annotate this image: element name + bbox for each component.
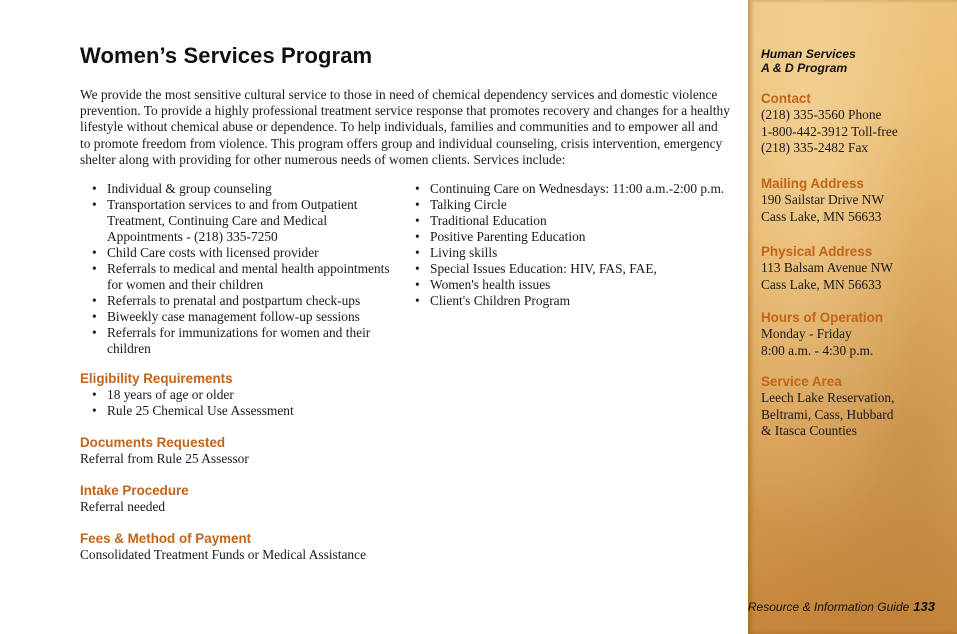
list-item: • 18 years of age or older — [80, 387, 680, 403]
list-item: • Client's Children Program — [403, 293, 743, 309]
services-list-right — [403, 181, 743, 309]
physical-address-section — [761, 244, 951, 293]
list-item: • Positive Parenting Education — [403, 229, 743, 245]
services-list-left — [80, 181, 400, 357]
page-number: 133 — [913, 599, 935, 614]
intake-heading: Intake Procedure — [80, 483, 189, 498]
list-item: • Child Care costs with licensed provider — [80, 245, 400, 261]
documents-heading: Documents Requested — [80, 435, 226, 450]
eligibility-list — [80, 387, 680, 419]
list-item: • Referrals to medical and mental health appointments for women and their children — [80, 261, 400, 293]
intro-paragraph: We provide the most sensitive cultural service to those in need of chemical dependency services and domestic violence prevention. To provide a highly professional treatment service response that promotes recovery and changes for a healthy lifestyle without chemical abuse or dependence. To help individuals, families and communities and to empower all and to promote freedom from violence. This program offers group and individual counseling, crisis intervention, emergency shelter along with providing for other numerous needs of women clients. Services include: — [80, 87, 730, 167]
list-item: • Individual & group counseling — [80, 181, 400, 197]
mailing-heading: Mailing Address — [761, 176, 864, 191]
physical-line: Cass Lake, MN 56633 — [761, 276, 882, 292]
page-title: Women’s Services Program — [80, 43, 373, 68]
sidebar-panel — [748, 0, 957, 634]
fees-text: Consolidated Treatment Funds or Medical Assistance — [80, 547, 367, 562]
hours-line: Monday - Friday — [761, 326, 852, 341]
service-area-line: & Itasca Counties — [761, 423, 857, 438]
list-item: • Referrals to prenatal and postpartum check-ups — [80, 293, 400, 309]
intake-section — [80, 483, 680, 515]
mailing-address-section — [761, 176, 951, 225]
hours-section — [761, 310, 951, 359]
list-item: • Rule 25 Chemical Use Assessment — [80, 403, 680, 419]
contact-section — [761, 91, 951, 157]
physical-heading: Physical Address — [761, 244, 873, 259]
contact-phone: (218) 335-3560 Phone — [761, 107, 882, 122]
sidebar-header — [761, 47, 856, 75]
intake-text: Referral needed — [80, 499, 166, 514]
contact-fax: (218) 335-2482 Fax — [761, 140, 869, 155]
list-item: • Special Issues Education: HIV, FAS, FAE, — [403, 261, 743, 277]
list-item: • Continuing Care on Wednesdays: 11:00 a.m.-2:00 p.m. — [403, 181, 743, 197]
list-item: • Living skills — [403, 245, 743, 261]
list-item: • Women's health issues — [403, 277, 743, 293]
mailing-line: 190 Sailstar Drive NW — [761, 192, 885, 207]
service-area-line: Leech Lake Reservation, — [761, 390, 895, 405]
fees-section — [80, 531, 680, 563]
mailing-line: Cass Lake, MN 56633 — [761, 208, 882, 224]
list-item: • Transportation services to and from Outpatient Treatment, Continuing Care and Medical Appointments - (218) 335-7250 — [80, 197, 400, 245]
sidebar-header-line2: A & D Program — [761, 61, 848, 75]
service-area-section — [761, 374, 951, 440]
list-item: • Talking Circle — [403, 197, 743, 213]
fees-heading: Fees & Method of Payment — [80, 531, 252, 546]
eligibility-section — [80, 371, 680, 419]
documents-text: Referral from Rule 25 Assessor — [80, 451, 249, 466]
page-footer — [748, 599, 935, 614]
hours-heading: Hours of Operation — [761, 310, 884, 325]
service-area-line: Beltrami, Cass, Hubbard — [761, 406, 894, 422]
sidebar-header-line1: Human Services — [761, 47, 856, 61]
service-area-heading: Service Area — [761, 374, 842, 389]
documents-section — [80, 435, 680, 467]
list-item: • Biweekly case management follow-up sessions — [80, 309, 400, 325]
contact-tollfree: 1-800-442-3912 Toll-free — [761, 123, 898, 139]
list-item: • Traditional Education — [403, 213, 743, 229]
physical-line: 113 Balsam Avenue NW — [761, 260, 894, 275]
eligibility-heading: Eligibility Requirements — [80, 371, 233, 386]
hours-line: 8:00 a.m. - 4:30 p.m. — [761, 342, 874, 358]
footer-label: Resource & Information Guide — [747, 600, 910, 614]
list-item: • Referrals for immunizations for women and their children — [80, 325, 400, 357]
contact-heading: Contact — [761, 91, 811, 106]
